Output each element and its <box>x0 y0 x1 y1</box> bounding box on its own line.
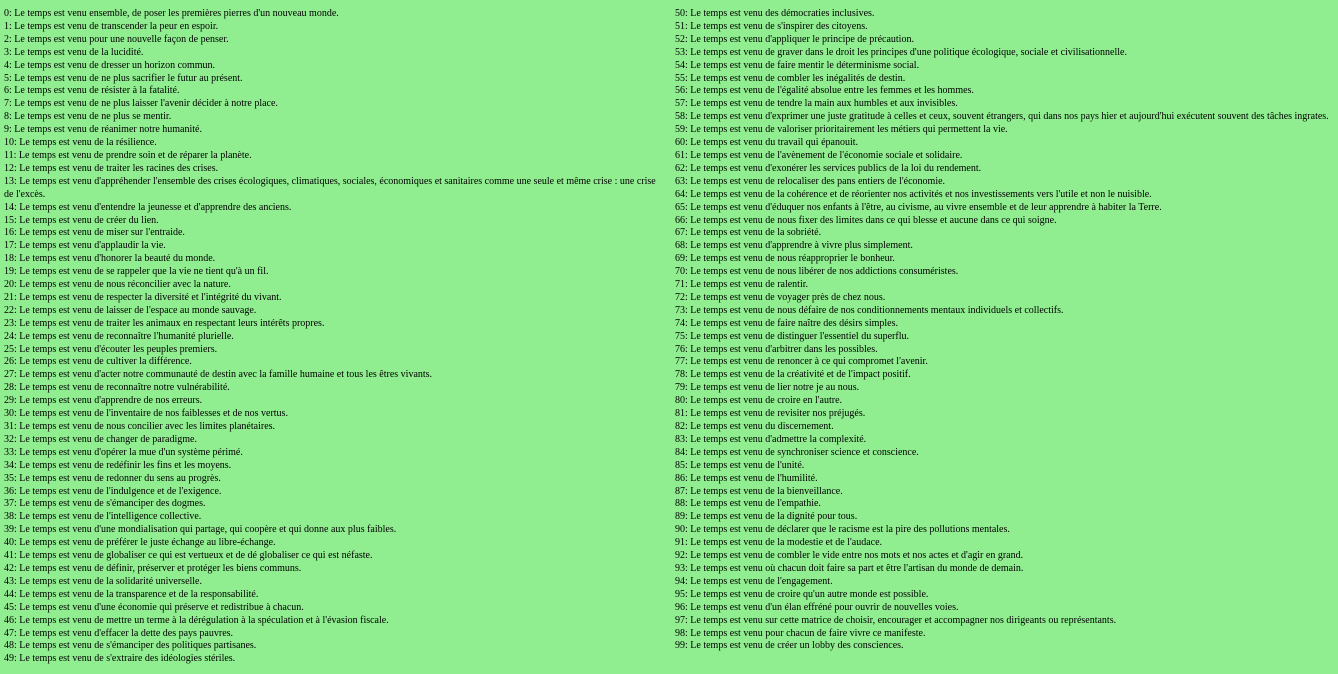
manifesto-line: 75: Le temps est venu de distinguer l'essentiel du superflu. <box>675 330 909 342</box>
manifesto-line: 53: Le temps est venu de graver dans le droit les principes d'une politique écologique, sociale et civilisationnelle. <box>675 46 1127 58</box>
manifesto-line: 76: Le temps est venu d'arbitrer dans les possibles. <box>675 343 878 355</box>
manifesto-line: 25: Le temps est venu d'écouter les peuples premiers. <box>4 343 218 355</box>
manifesto-line: 71: Le temps est venu de ralentir. <box>675 279 809 291</box>
manifesto-line: 80: Le temps est venu de croire en l'autre. <box>675 395 843 407</box>
manifesto-line: 87: Le temps est venu de la bienveillance. <box>675 485 843 497</box>
manifesto-line: 36: Le temps est venu de l'indulgence et de l'exigence. <box>4 485 222 497</box>
manifesto-line: 37: Le temps est venu de s'émanciper des dogmes. <box>4 498 206 510</box>
manifesto-line: 54: Le temps est venu de faire mentir le déterminisme social. <box>675 59 920 71</box>
manifesto-line: 51: Le temps est venu de s'inspirer des citoyens. <box>675 20 868 32</box>
manifesto-line: 52: Le temps est venu d'appliquer le principe de précaution. <box>675 33 914 45</box>
manifesto-line: 7: Le temps est venu de ne plus laisser l'avenir décider à notre place. <box>4 98 278 110</box>
manifesto-line: 39: Le temps est venu d'une mondialisation qui partage, qui coopère et qui donne aux plus faibles. <box>4 524 397 536</box>
manifesto-line: 34: Le temps est venu de redéfinir les fins et les moyens. <box>4 459 232 471</box>
manifesto-line: 49: Le temps est venu de s'extraire des idéologies stériles. <box>4 653 236 665</box>
manifesto-line: 9: Le temps est venu de réanimer notre humanité. <box>4 124 202 136</box>
manifesto-line: 2: Le temps est venu pour une nouvelle façon de penser. <box>4 33 229 45</box>
manifesto-line: 6: Le temps est venu de résister à la fatalité. <box>4 85 180 97</box>
manifesto-line: 56: Le temps est venu de l'égalité absolue entre les femmes et les hommes. <box>675 85 974 97</box>
manifesto-line: 60: Le temps est venu du travail qui épanouit. <box>675 137 859 149</box>
manifesto-line: 95: Le temps est venu de croire qu'un autre monde est possible. <box>675 588 929 600</box>
manifesto-line: 82: Le temps est venu du discernement. <box>675 421 834 432</box>
manifesto-line: 72: Le temps est venu de voyager près de chez nous. <box>675 291 886 303</box>
manifesto-line: 33: Le temps est venu d'opérer la mue d'un système périmé. <box>4 446 243 458</box>
manifesto-line: 97: Le temps est venu sur cette matrice de choisir, encourager et accompagner nos dirigeants ou représentants. <box>675 614 1117 626</box>
manifesto-line: 13: Le temps est venu d'appréhender l'ensemble des crises écologiques, climatiques, sociales, économiques et sanitaires comme une seule et même crise : une crise de l'excès. <box>4 175 656 200</box>
manifesto-line: 26: Le temps est venu de cultiver la différence. <box>4 356 192 368</box>
manifesto-line: 96: Le temps est venu d'un élan effréné pour ouvrir de nouvelles voies. <box>675 601 959 613</box>
manifesto-line: 3: Le temps est venu de la lucidité. <box>4 46 144 58</box>
manifesto-line: 66: Le temps est venu de nous fixer des limites dans ce qui blesse et aucune dans ce qui soigne. <box>675 214 1057 226</box>
manifesto-line: 1: Le temps est venu de transcender la peur en espoir. <box>4 20 219 32</box>
manifesto-line: 5: Le temps est venu de ne plus sacrifier le futur au présent. <box>4 72 243 84</box>
manifesto-line: 0: Le temps est venu ensemble, de poser les premières pierres d'un nouveau monde. <box>4 8 339 19</box>
manifesto-line: 88: Le temps est venu de l'empathie. <box>675 498 821 510</box>
manifesto-line: 65: Le temps est venu d'éduquer nos enfants à l'être, au civisme, au vivre ensemble et de leur apprendre à habiter la Terre. <box>675 201 1162 213</box>
manifesto-line: 68: Le temps est venu d'apprendre à vivre plus simplement. <box>675 240 913 252</box>
left-column <box>4 8 675 674</box>
right-column <box>675 8 1335 674</box>
manifesto-line: 16: Le temps est venu de miser sur l'entraide. <box>4 227 185 239</box>
manifesto-line: 31: Le temps est venu de nous concilier avec les limites planétaires. <box>4 421 276 432</box>
manifesto-line: 89: Le temps est venu de la dignité pour tous. <box>675 511 858 523</box>
manifesto-line: 32: Le temps est venu de changer de paradigme. <box>4 433 197 445</box>
manifesto-line: 90: Le temps est venu de déclarer que le racisme est la pire des pollutions mentales. <box>675 524 1010 536</box>
manifesto-line: 8: Le temps est venu de ne plus se mentir. <box>4 111 172 123</box>
manifesto-line: 19: Le temps est venu de se rappeler que la vie ne tient qu'à un fil. <box>4 266 269 278</box>
manifesto-line: 50: Le temps est venu des démocraties inclusives. <box>675 8 875 19</box>
manifesto-line: 93: Le temps est venu où chacun doit faire sa part et être l'artisan du monde de demain. <box>675 562 1024 574</box>
manifesto-line: 20: Le temps est venu de nous réconcilier avec la nature. <box>4 279 231 291</box>
manifesto-line: 47: Le temps est venu d'effacer la dette des pays pauvres. <box>4 627 234 639</box>
manifesto-line: 86: Le temps est venu de l'humilité. <box>675 472 818 484</box>
manifesto-line: 62: Le temps est venu d'exonérer les services publics de la loi du rendement. <box>675 162 982 174</box>
manifesto-line: 46: Le temps est venu de mettre un terme à la dérégulation à la spéculation et à l'évasion fiscale. <box>4 614 389 626</box>
manifesto-line: 92: Le temps est venu de combler le vide entre nos mots et nos actes et d'agir en grand. <box>675 550 1024 562</box>
manifesto-line: 83: Le temps est venu d'admettre la complexité. <box>675 433 867 445</box>
manifesto-line: 10: Le temps est venu de la résilience. <box>4 137 157 149</box>
manifesto-line: 18: Le temps est venu d'honorer la beauté du monde. <box>4 253 216 265</box>
manifesto-line: 28: Le temps est venu de reconnaître notre vulnérabilité. <box>4 382 230 394</box>
manifesto-line: 29: Le temps est venu d'apprendre de nos erreurs. <box>4 395 203 407</box>
manifesto-line: 11: Le temps est venu de prendre soin et de réparer la planète. <box>4 149 252 161</box>
manifesto-line: 59: Le temps est venu de valoriser prioritairement les métiers qui permettent la vie. <box>675 124 1008 136</box>
manifesto-line: 74: Le temps est venu de faire naître des désirs simples. <box>675 317 898 329</box>
manifesto-line: 81: Le temps est venu de revisiter nos préjugés. <box>675 408 866 420</box>
manifesto-line: 69: Le temps est venu de nous réapproprier le bonheur. <box>675 253 895 265</box>
manifesto-line: 55: Le temps est venu de combler les inégalités de destin. <box>675 72 906 84</box>
manifesto-line: 40: Le temps est venu de préférer le juste échange au libre-échange. <box>4 537 276 549</box>
manifesto-line: 63: Le temps est venu de relocaliser des pans entiers de l'économie. <box>675 175 946 187</box>
manifesto-line: 94: Le temps est venu de l'engagement. <box>675 575 833 587</box>
manifesto-line: 61: Le temps est venu de l'avènement de l'économie sociale et solidaire. <box>675 149 963 161</box>
manifesto-line: 44: Le temps est venu de la transparence et de la responsabilité. <box>4 588 259 600</box>
manifesto-line: 64: Le temps est venu de la cohérence et de réorienter nos activités et nos investissements vers l'utile et non le nuisible. <box>675 188 1152 200</box>
manifesto-line: 67: Le temps est venu de la sobriété. <box>675 227 822 239</box>
manifesto-line: 38: Le temps est venu de l'intelligence collective. <box>4 511 202 523</box>
manifesto-line: 98: Le temps est venu pour chacun de faire vivre ce manifeste. <box>675 627 926 639</box>
manifesto-line: 17: Le temps est venu d'applaudir la vie. <box>4 240 166 252</box>
manifesto-line: 4: Le temps est venu de dresser un horizon commun. <box>4 59 216 71</box>
manifesto-line: 43: Le temps est venu de la solidarité universelle. <box>4 575 202 587</box>
manifesto-line: 58: Le temps est venu d'exprimer une juste gratitude à celles et ceux, souvent étrangers, qui dans nos pays hier et aujourd'hui exécutent souvent des tâches ingrates. <box>675 111 1329 123</box>
manifesto-line: 35: Le temps est venu de redonner du sens au progrès. <box>4 472 221 484</box>
manifesto-line: 73: Le temps est venu de nous défaire de nos conditionnements mentaux individuels et collectifs. <box>675 304 1064 316</box>
manifesto-line: 41: Le temps est venu de globaliser ce qui est vertueux et de dé globaliser ce qui est néfaste. <box>4 550 373 562</box>
manifesto-line: 21: Le temps est venu de respecter la diversité et l'intégrité du vivant. <box>4 291 282 303</box>
manifesto-line: 45: Le temps est venu d'une économie qui préserve et redistribue à chacun. <box>4 601 304 613</box>
manifesto-line: 57: Le temps est venu de tendre la main aux humbles et aux invisibles. <box>675 98 958 110</box>
manifesto-line: 79: Le temps est venu de lier notre je au nous. <box>675 382 860 394</box>
manifesto-line: 24: Le temps est venu de reconnaître l'humanité plurielle. <box>4 330 234 342</box>
manifesto-line: 14: Le temps est venu d'entendre la jeunesse et d'apprendre des anciens. <box>4 201 292 213</box>
manifesto-line: 70: Le temps est venu de nous libérer de nos addictions consuméristes. <box>675 266 959 278</box>
manifesto-line: 30: Le temps est venu de l'inventaire de nos faiblesses et de nos vertus. <box>4 408 288 420</box>
manifesto-line: 85: Le temps est venu de l'unité. <box>675 459 805 471</box>
manifesto-line: 91: Le temps est venu de la modestie et de l'audace. <box>675 537 883 549</box>
manifesto-line: 78: Le temps est venu de la créativité et de l'impact positif. <box>675 369 911 381</box>
manifesto-line: 27: Le temps est venu d'acter notre communauté de destin avec la famille humaine et tous les êtres vivants. <box>4 369 433 381</box>
manifesto-line: 15: Le temps est venu de créer du lien. <box>4 214 159 226</box>
manifesto-line: 23: Le temps est venu de traiter les animaux en respectant leurs intérêts propres. <box>4 317 325 329</box>
manifesto-line: 84: Le temps est venu de synchroniser science et conscience. <box>675 446 919 458</box>
manifesto-line: 22: Le temps est venu de laisser de l'espace au monde sauvage. <box>4 304 257 316</box>
manifesto-line: 48: Le temps est venu de s'émanciper des politiques partisanes. <box>4 640 257 652</box>
manifesto-line: 99: Le temps est venu de créer un lobby des consciences. <box>675 640 904 652</box>
manifesto-line: 42: Le temps est venu de définir, préserver et protéger les biens communs. <box>4 562 302 574</box>
manifesto-line: 77: Le temps est venu de renoncer à ce qui compromet l'avenir. <box>675 356 928 368</box>
manifesto-line: 12: Le temps est venu de traiter les racines des crises. <box>4 162 219 174</box>
